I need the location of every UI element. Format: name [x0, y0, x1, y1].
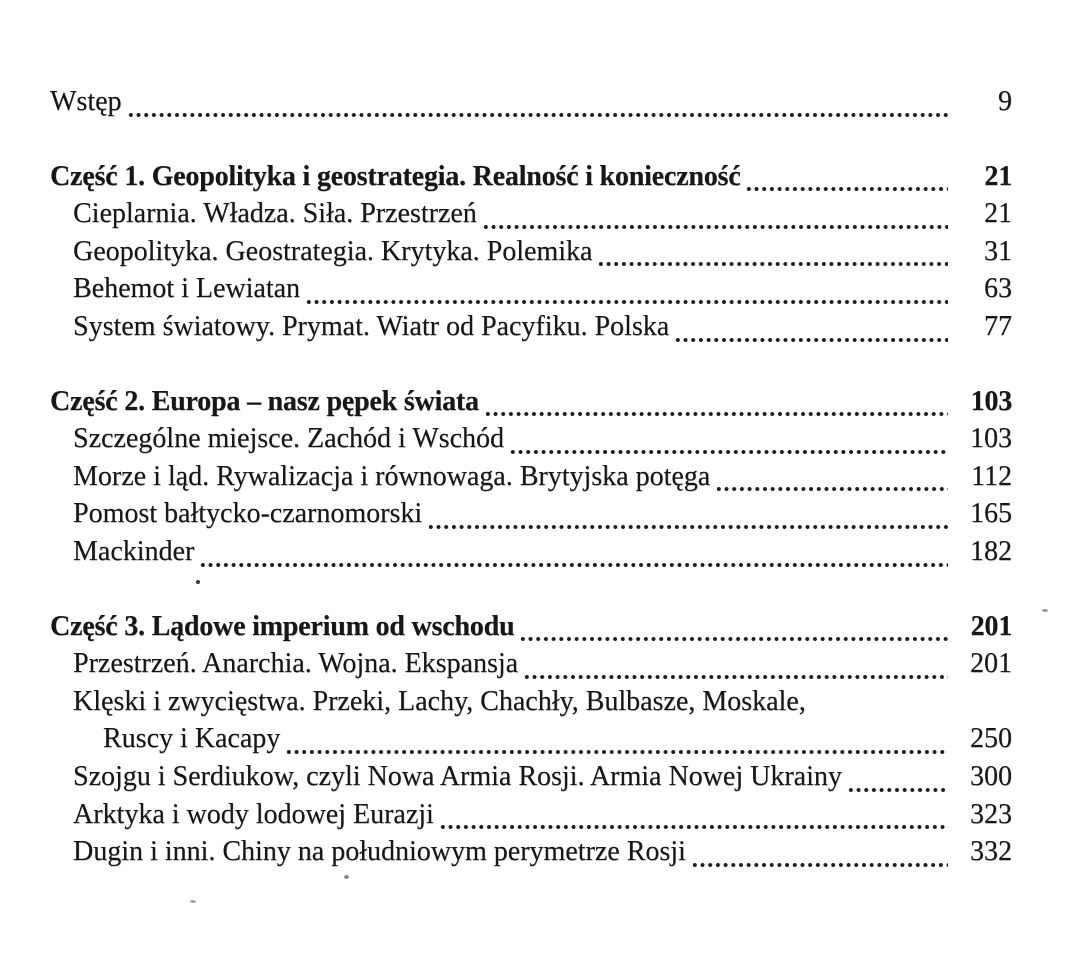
- toc-entry: [50, 533, 1012, 571]
- toc-entry-page: 201: [970, 610, 1012, 642]
- toc-entry-label: Klęski i zwycięstwa. Przeki, Lachy, Chachły, Bulbasze, Moskale,: [73, 685, 806, 717]
- toc-entry: [50, 458, 1012, 496]
- toc-entry: [50, 383, 1012, 421]
- dot-leader: [285, 744, 948, 758]
- toc-entry: [50, 158, 1012, 196]
- toc-entry: [50, 233, 1012, 271]
- dot-leader: [674, 332, 948, 346]
- toc-entry-page: 103: [970, 385, 1012, 417]
- dot-leader: [847, 782, 948, 796]
- toc-entry: [50, 645, 1012, 683]
- dot-leader: [509, 444, 948, 458]
- toc-entry-page: 182: [970, 535, 1012, 567]
- toc-entry: [50, 195, 1012, 233]
- toc-entry-label: Wstęp: [50, 86, 122, 117]
- dot-leader: [715, 481, 948, 495]
- toc-entry: [50, 683, 1012, 721]
- toc-entry: [50, 420, 1012, 458]
- toc-entry-page: 165: [970, 498, 1012, 530]
- toc-entry-page: 21: [984, 160, 1012, 192]
- scan-speck: [344, 875, 349, 879]
- toc-entry-page: 323: [970, 798, 1012, 830]
- scan-speck: [190, 900, 196, 903]
- dot-leader: [127, 107, 948, 121]
- toc-entry-page: 300: [970, 760, 1012, 792]
- toc-entry-page: 63: [984, 273, 1012, 305]
- toc-entry: [50, 308, 1012, 346]
- toc-entry-page: 77: [984, 310, 1012, 342]
- toc-entry-label: Część 2. Europa – nasz pępek świata: [50, 385, 479, 417]
- dot-leader: [439, 819, 948, 833]
- toc-entry-label: Część 1. Geopolityka i geostrategia. Realność i konieczność: [50, 160, 741, 192]
- toc-entry-label: Mackinder: [73, 535, 195, 567]
- toc-entry-label: System światowy. Prymat. Wiatr od Pacyfiku. Polska: [73, 310, 670, 342]
- dot-leader: [199, 557, 948, 571]
- toc-entry-page: 112: [971, 460, 1012, 492]
- toc-entry: [50, 270, 1012, 308]
- toc-entry-label: Przestrzeń. Anarchia. Wojna. Ekspansja: [73, 648, 519, 680]
- scan-speck: [1042, 609, 1048, 612]
- toc-entry-page: 103: [970, 423, 1012, 455]
- toc-entry-label: Cieplarnia. Władza. Siła. Przestrzeń: [73, 198, 477, 230]
- toc-entry-label: Pomost bałtycko-czarnomorski: [73, 498, 423, 530]
- toc-entry: [50, 720, 1012, 758]
- toc-entry-page: 31: [984, 235, 1012, 267]
- toc-entry: [50, 495, 1012, 533]
- toc-entry-page: 9: [998, 86, 1012, 117]
- toc-entry-page: 201: [970, 648, 1012, 680]
- toc-entry-label: Morze i ląd. Rywalizacja i równowaga. Brytyjska potęga: [73, 460, 711, 492]
- toc-entry-page: 21: [984, 198, 1012, 230]
- toc-entry-label: Część 3. Lądowe imperium od wschodu: [50, 610, 515, 642]
- toc-entry: [50, 758, 1012, 796]
- toc-entry: [50, 796, 1012, 834]
- scan-speck: [196, 580, 200, 584]
- toc-entry-label: Szojgu i Serdiukow, czyli Nowa Armia Rosji. Armia Nowej Ukrainy: [73, 760, 842, 792]
- toc-entry: [50, 83, 1012, 121]
- toc-entry: [50, 608, 1012, 646]
- dot-leader: [519, 631, 948, 645]
- toc-entry-page: 250: [970, 723, 1012, 755]
- dot-leader: [484, 406, 948, 420]
- toc-list: [50, 83, 1012, 871]
- dot-leader: [811, 706, 948, 720]
- toc-entry-label: Dugin i inni. Chiny na południowym perymetrze Rosji: [73, 836, 686, 868]
- toc-entry-label: Szczególne miejsce. Zachód i Wschód: [73, 423, 504, 455]
- toc-entry-label: Behemot i Lewiatan: [73, 273, 301, 305]
- toc-entry: [50, 833, 1012, 871]
- toc-entry-label: Ruscy i Kacapy: [103, 723, 281, 755]
- dot-leader: [745, 181, 948, 195]
- dot-leader: [482, 219, 948, 233]
- dot-leader: [691, 857, 948, 871]
- dot-leader: [523, 669, 948, 683]
- dot-leader: [427, 519, 948, 533]
- toc-entry-label: Geopolityka. Geostrategia. Krytyka. Polemika: [73, 235, 593, 267]
- toc-entry-page: 332: [970, 836, 1012, 868]
- toc-entry-label: Arktyka i wody lodowej Eurazji: [73, 798, 434, 830]
- dot-leader: [597, 256, 948, 270]
- dot-leader: [305, 294, 948, 308]
